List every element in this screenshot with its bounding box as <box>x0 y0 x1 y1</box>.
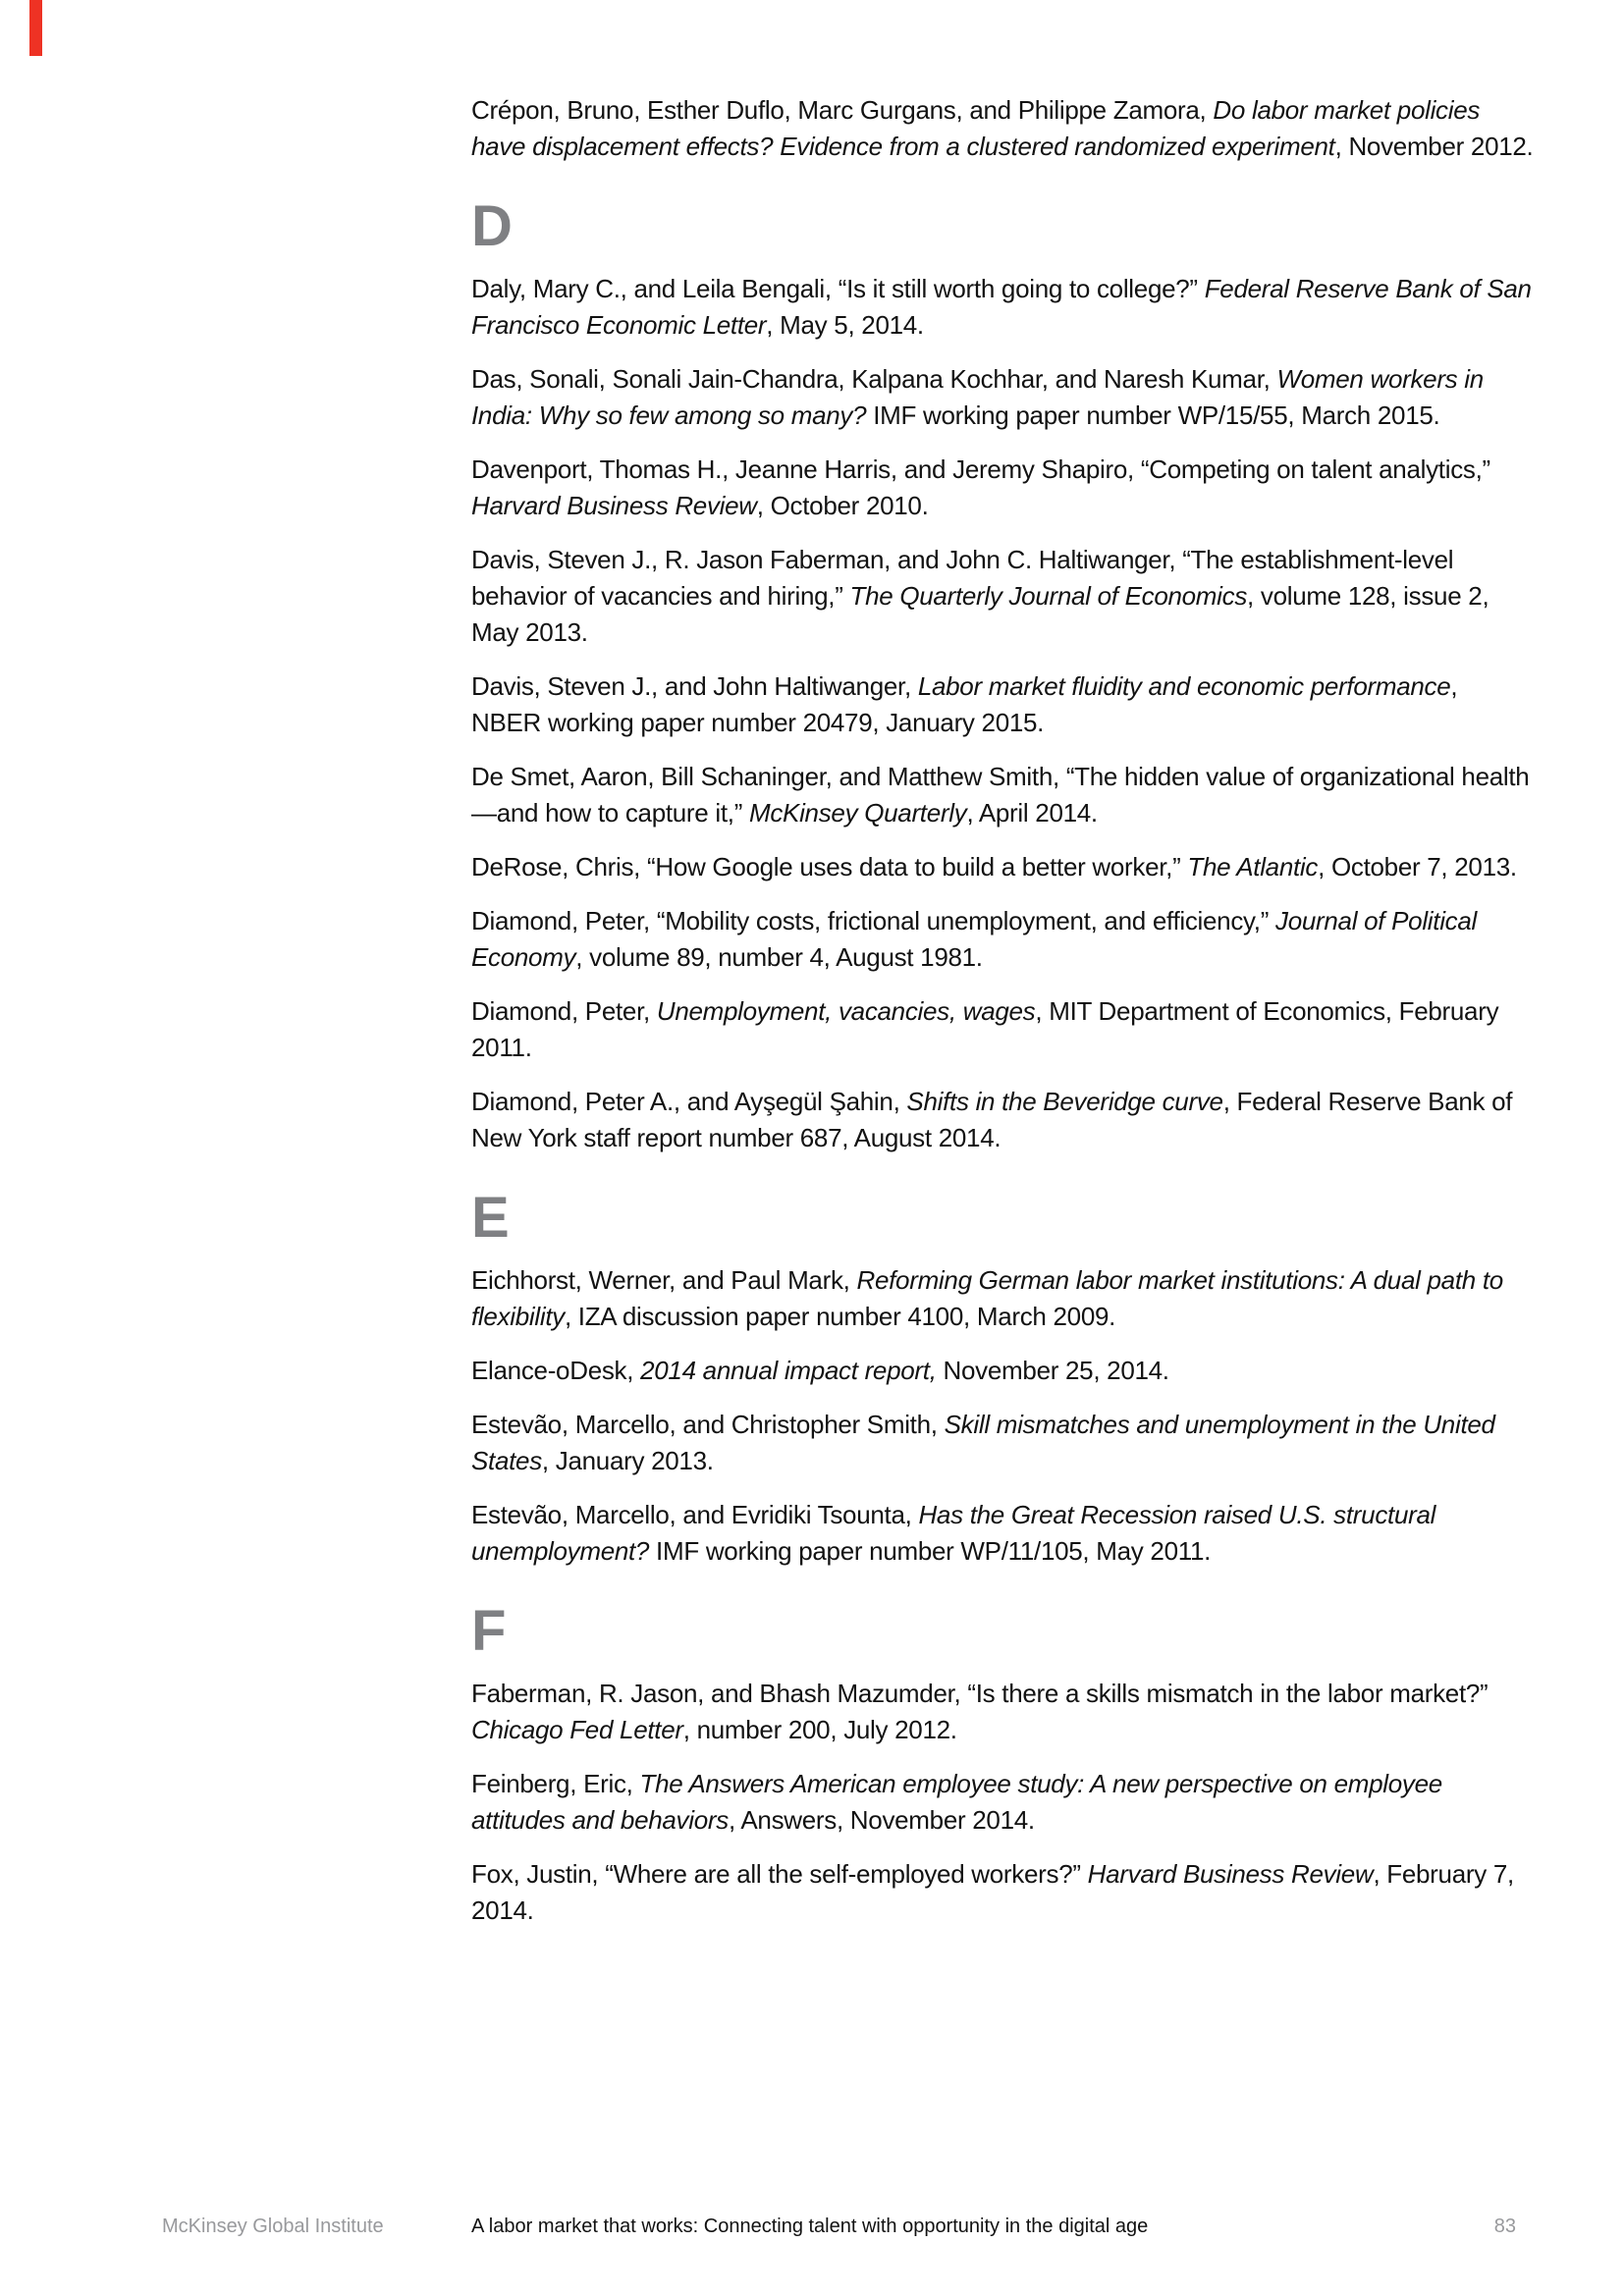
reference-text-segment: , November 2012. <box>1334 132 1534 161</box>
reference-text-segment: Faberman, R. Jason, and Bhash Mazumder, “Is there a skills mismatch in the labor market?” <box>471 1679 1489 1708</box>
reference-text-segment: Eichhorst, Werner, and Paul Mark, <box>471 1265 857 1295</box>
reference-text-segment: , volume 89, number 4, August 1981. <box>575 942 983 972</box>
reference-item <box>471 1676 1534 1748</box>
reference-item <box>471 903 1534 976</box>
reference-text-segment: Elance-oDesk, <box>471 1356 641 1385</box>
reference-item <box>471 452 1534 524</box>
reference-text-segment: , May 5, 2014. <box>766 310 924 340</box>
reference-title-segment: Skill mismatches and unemployment in the United States <box>471 1410 1495 1475</box>
section-heading: D <box>471 194 512 258</box>
reference-item <box>471 1084 1534 1156</box>
reference-text-segment: November 25, 2014. <box>936 1356 1169 1385</box>
reference-item <box>471 92 1534 165</box>
reference-text-segment: De Smet, Aaron, Bill Schaninger, and Matthew Smith, “The hidden value of organizational health—and how to capture it,” <box>471 762 1530 828</box>
red-edge-marker <box>29 0 42 56</box>
reference-text-segment: , February 7, 2014. <box>471 1859 1514 1925</box>
reference-title-segment: The Atlantic <box>1187 852 1319 881</box>
reference-title-segment: Shifts in the Beveridge curve <box>906 1087 1223 1116</box>
reference-item <box>471 759 1534 831</box>
section-heading: F <box>471 1599 506 1663</box>
reference-title-segment: The Answers American employee study: A new perspective on employee attitudes and behaviors <box>471 1769 1442 1835</box>
reference-text-segment: , Answers, November 2014. <box>728 1805 1035 1835</box>
reference-text-segment: , October 7, 2013. <box>1318 852 1517 881</box>
footer-institute-label: McKinsey Global Institute <box>162 2216 384 2237</box>
reference-item <box>471 1407 1534 1479</box>
reference-text-segment: IMF working paper number WP/11/105, May 2011. <box>649 1536 1212 1566</box>
reference-text-segment: Diamond, Peter, <box>471 996 657 1026</box>
reference-title-segment: McKinsey Quarterly <box>748 798 967 828</box>
reference-text-segment: , NBER working paper number 20479, January 2015. <box>471 671 1458 737</box>
reference-title-segment: Federal Reserve Bank of San Francisco Economic Letter <box>471 274 1532 340</box>
reference-text-segment: Feinberg, Eric, <box>471 1769 640 1798</box>
reference-title-segment: Women workers in India: Why so few among so many? <box>471 364 1484 430</box>
section-heading: E <box>471 1186 509 1250</box>
reference-text-segment: , October 2010. <box>756 491 929 520</box>
reference-text-segment: , MIT Department of Economics, February 2011. <box>471 996 1499 1062</box>
reference-text-segment: Davis, Steven J., and John Haltiwanger, <box>471 671 918 701</box>
reference-text-segment: Davis, Steven J., R. Jason Faberman, and John C. Haltiwanger, “The establishment-level behavior of vacancies and hiring,” <box>471 545 1454 611</box>
reference-item <box>471 668 1534 741</box>
reference-text-segment: , number 200, July 2012. <box>682 1715 957 1744</box>
reference-text-segment: Das, Sonali, Sonali Jain-Chandra, Kalpana Kochhar, and Naresh Kumar, <box>471 364 1277 394</box>
reference-item <box>471 1353 1534 1389</box>
reference-title-segment: Harvard Business Review <box>1087 1859 1374 1889</box>
reference-text-segment: Daly, Mary C., and Leila Bengali, “Is it still worth going to college?” <box>471 274 1205 303</box>
reference-item <box>471 1262 1534 1335</box>
reference-text-segment: Estevão, Marcello, and Evridiki Tsounta, <box>471 1500 919 1529</box>
reference-title-segment: Do labor market policies have displacement effects? Evidence from a clustered randomized experiment <box>471 95 1481 161</box>
reference-text-segment: , January 2013. <box>541 1446 714 1475</box>
reference-title-segment: Chicago Fed Letter <box>471 1715 683 1744</box>
reference-text-segment: Diamond, Peter A., and Ayşegül Şahin, <box>471 1087 907 1116</box>
reference-text-segment: Crépon, Bruno, Esther Duflo, Marc Gurgans, and Philippe Zamora, <box>471 95 1214 125</box>
reference-text-segment: IMF working paper number WP/15/55, March 2015. <box>866 400 1440 430</box>
reference-text-segment: , April 2014. <box>966 798 1098 828</box>
reference-text-segment: , Federal Reserve Bank of New York staff report number 687, August 2014. <box>471 1087 1513 1152</box>
page-number: 83 <box>1493 2216 1516 2237</box>
reference-title-segment: The Quarterly Journal of Economics <box>849 581 1248 611</box>
reference-title-segment: Journal of Political Economy <box>471 906 1478 972</box>
reference-text-segment: Davenport, Thomas H., Jeanne Harris, and Jeremy Shapiro, “Competing on talent analytics,” <box>471 454 1490 484</box>
reference-item <box>471 1766 1534 1839</box>
reference-title-segment: Has the Great Recession raised U.S. structural unemployment? <box>471 1500 1436 1566</box>
reference-title-segment: Harvard Business Review <box>471 491 757 520</box>
reference-title-segment: Unemployment, vacancies, wages <box>656 996 1036 1026</box>
reference-item <box>471 1856 1534 1929</box>
reference-item <box>471 849 1534 885</box>
reference-item <box>471 361 1534 434</box>
reference-title-segment: Labor market fluidity and economic performance <box>917 671 1451 701</box>
reference-item <box>471 542 1534 651</box>
reference-text-segment: Diamond, Peter, “Mobility costs, frictional unemployment, and efficiency,” <box>471 906 1276 935</box>
reference-title-segment: 2014 annual impact report, <box>640 1356 937 1385</box>
reference-text-segment: Estevão, Marcello, and Christopher Smith, <box>471 1410 945 1439</box>
reference-text-segment: , IZA discussion paper number 4100, March 2009. <box>564 1302 1116 1331</box>
reference-text-segment: Fox, Justin, “Where are all the self-employed workers?” <box>471 1859 1088 1889</box>
reference-item <box>471 1497 1534 1570</box>
reference-item <box>471 993 1534 1066</box>
reference-text-segment: DeRose, Chris, “How Google uses data to build a better worker,” <box>471 852 1188 881</box>
reference-text-segment: , volume 128, issue 2, May 2013. <box>471 581 1489 647</box>
footer-report-title: A labor market that works: Connecting talent with opportunity in the digital age <box>471 2216 1149 2237</box>
references-content <box>471 92 1534 1947</box>
reference-title-segment: Reforming German labor market institutions: A dual path to flexibility <box>471 1265 1503 1331</box>
reference-item <box>471 271 1534 344</box>
